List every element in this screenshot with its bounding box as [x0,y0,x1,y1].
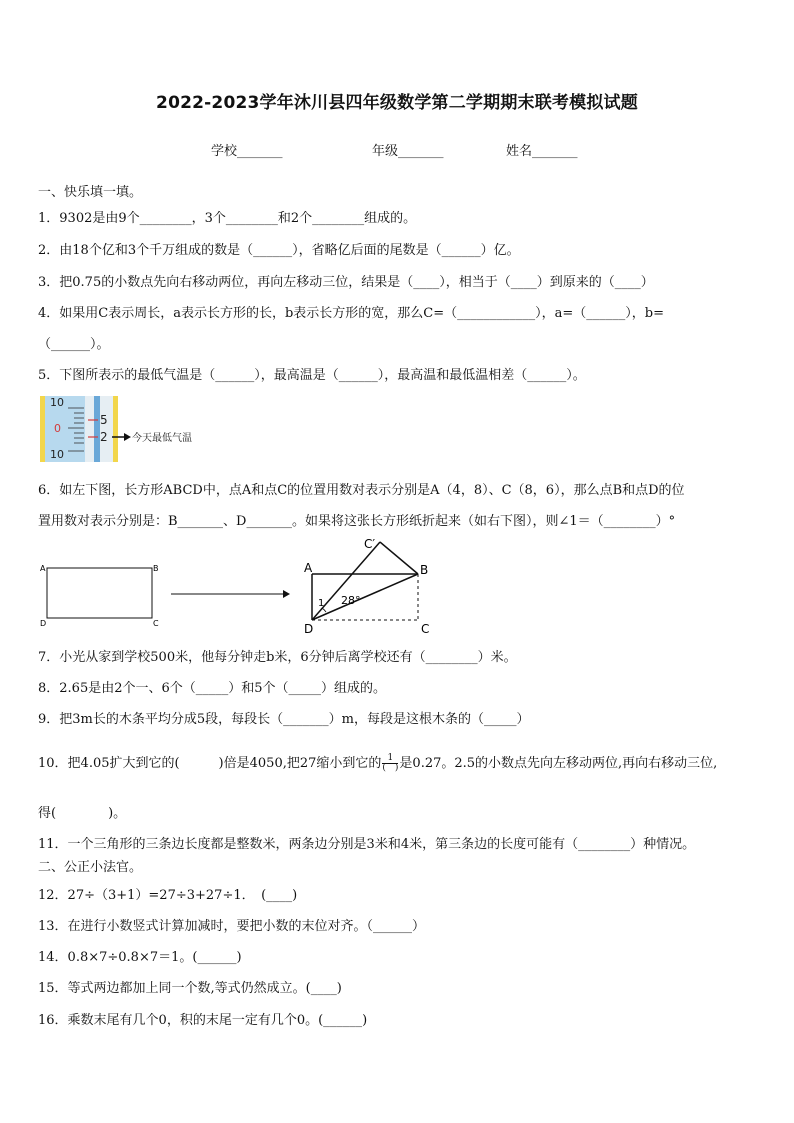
question-4-continued: （______）。 [38,337,110,352]
fold-label-a: A [304,561,313,575]
thermometer-tick-zero: 0 [54,422,61,435]
rect-label-a: A [40,564,46,573]
question-8: 8．2.65是由2个一、6个（_____）和5个（_____）组成的。 [38,681,387,696]
thermometer-caption: 今天最低气温 [132,433,192,444]
rect-label-b: B [153,564,159,573]
name-field: 姓名_______ [506,144,578,159]
thermometer-tick-bottom: 10 [50,448,64,461]
rectangle-fold-figure [38,534,438,638]
question-10-part-1: 10．把4.05扩大到它的( )倍是4050,把27缩小到它的 [38,756,382,771]
question-14: 14．0.8×7÷0.8×7＝1。(______) [38,950,242,965]
mark-label-2: 2 [100,430,108,444]
question-15: 15．等式两边都加上同一个数,等式仍然成立。(____) [38,981,342,996]
question-5: 5．下图所表示的最低气温是（______），最高温是（______），最高温和最低温相差（______）。 [38,368,586,383]
fraction [382,754,398,773]
question-10-part-2: 是0.27。2.5的小数点先向左移动两位,再向右移动三位, [399,756,718,771]
rectangle-abcd [47,568,152,618]
fold-label-c-prime: C′ [364,537,376,551]
section-heading-1: 一、快乐填一填。 [38,185,143,200]
question-13: 13．在进行小数竖式计算加减时，要把小数的末位对齐。（______） [38,919,426,934]
question-4: 4．如果用C表示周长，a表示长方形的长，b表示长方形的宽，那么C=（____________），a=（______），b= [38,306,664,321]
angle-1-label: 1 [318,598,325,609]
question-10-continued: 得( )。 [38,806,127,821]
question-2: 2．由18个亿和3个千万组成的数是（______），省略亿后面的尾数是（______）亿。 [38,243,520,258]
question-10 [38,752,717,773]
section-heading-2: 二、公正小法官。 [38,860,143,875]
fold-label-d: D [304,622,314,636]
question-7: 7．小光从家到学校500米，他每分钟走b米，6分钟后离学校还有（________）米。 [38,650,517,665]
question-1: 1．9302是由9个________，3个________和2个________组成的。 [38,211,417,226]
caption-arrow-head [124,433,131,441]
fraction-denominator: ( ) [382,763,399,773]
fraction-numerator: 1 [382,754,398,764]
question-6-continued: 置用数对表示分别是：B_______、D_______。如果将这张长方形纸折起来（如右下图），则∠1＝（________）° [38,514,676,529]
fold-edge-c-prime-b [380,542,418,574]
thermometer-right-edge [113,396,118,462]
thermometer-mercury [94,396,100,462]
question-3: 3．把0.75的小数点先向右移动两位，再向左移动三位，结果是（____），相当于（____）到原来的（____） [38,275,654,290]
question-16: 16．乘数末尾有几个0，积的末尾一定有几个0。(______) [38,1013,368,1028]
question-6: 6．如左下图，长方形ABCD中，点A和点C的位置用数对表示分别是A（4，8）、C（8，6），那么点B和点D的位 [38,483,685,498]
fold-line-db [312,574,418,620]
fold-arrow-head [283,590,290,598]
fold-label-c: C [421,622,430,636]
thermometer-left-edge [40,396,45,462]
fold-label-b: B [420,563,429,577]
school-field: 学校_______ [211,144,283,159]
thermometer-figure [40,396,200,462]
question-11: 11．一个三角形的三条边长度都是整数米，两条边分别是3米和4米，第三条边的长度可能有（________）种情况。 [38,837,696,852]
page-title: 2022-2023学年沐川县四年级数学第二学期期末联考模拟试题 [156,93,638,113]
thermometer-tick-top: 10 [50,396,64,409]
question-12: 12．27÷（3+1）=27÷3+27÷1． (____) [38,888,298,903]
grade-field: 年级_______ [372,144,444,159]
mark-label-5: 5 [100,413,108,427]
rect-label-c: C [153,619,159,628]
question-9: 9．把3m长的木条平均分成5段，每段长（_______）m，每段是这根木条的（_____） [38,712,530,727]
angle-28-label: 28° [341,594,361,607]
rect-label-d: D [40,619,47,628]
